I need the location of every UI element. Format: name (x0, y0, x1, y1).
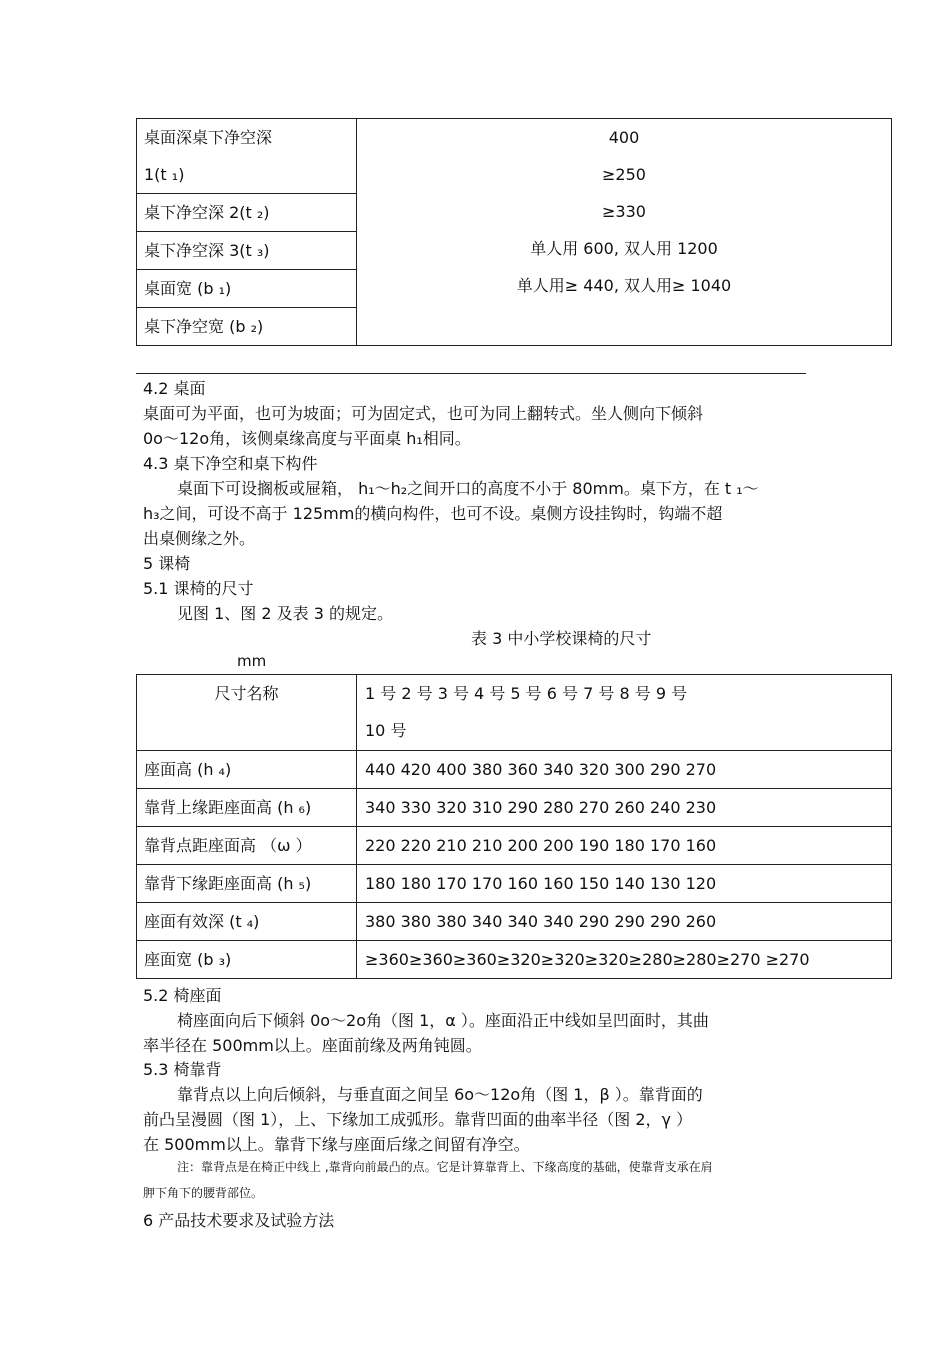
note-line: 注：靠背点是在椅正中线上 ,靠背向前最凸的点。它是计算靠背上、下缘高度的基础，使靠背支承在肩 (177, 1160, 713, 1174)
header-sizes: 1 号 2 号 3 号 4 号 5 号 6 号 7 号 8 号 9 号 (365, 684, 688, 703)
row-values: 220 220 210 210 200 200 190 180 170 160 (357, 827, 892, 865)
row-label: 靠背下缘距座面高 (h ₅) (137, 865, 357, 903)
table-row (137, 941, 892, 979)
row-values: 440 420 400 380 360 340 320 300 290 270 (357, 751, 892, 789)
paragraph-line: h₃之间，可设不高于 125mm的横向构件，也可不设。桌侧方设挂钩时，钩端不超 (143, 504, 723, 523)
table-row (137, 865, 892, 903)
chair-dimension-table (136, 674, 892, 979)
section-heading: 5.3 椅靠背 (143, 1060, 222, 1079)
paragraph-line: 椅座面向后下倾斜 0o～2o角（图 1，α ）。座面沿正中线如呈凹面时，其曲 (177, 1011, 709, 1030)
row-label: 桌面深桌下净空深 (144, 128, 273, 147)
row-label: 座面有效深 (t ₄) (137, 903, 357, 941)
desk-dimension-table (136, 118, 892, 346)
section-heading: 6 产品技术要求及试验方法 (143, 1211, 335, 1230)
row-label: 靠背上缘距座面高 (h ₆) (137, 789, 357, 827)
row-label: 桌下净空深 3(t ₃) (137, 232, 357, 270)
table-title: 表 3 中小学校课椅的尺寸 (471, 629, 652, 648)
row-values: ≥360≥360≥360≥320≥320≥320≥280≥280≥270 ≥270 (357, 941, 892, 979)
value: ≥330 (602, 202, 646, 221)
row-label: 座面宽 (b ₃) (137, 941, 357, 979)
value: 400 (608, 128, 640, 147)
paragraph-line: 在 500mm以上。靠背下缘与座面后缘之间留有净空。 (143, 1135, 530, 1154)
row-label: 桌面宽 (b ₁) (137, 270, 357, 308)
table-row (137, 903, 892, 941)
value: 单人用 600, 双人用 1200 (530, 239, 718, 258)
row-label: 1(t ₁) (144, 165, 185, 184)
row-values: 380 380 380 340 340 340 290 290 290 260 (357, 903, 892, 941)
section-heading: 4.3 桌下净空和桌下构件 (143, 454, 318, 473)
section-heading: 4.2 桌面 (143, 379, 206, 398)
paragraph-line: 0o～12o角，该侧桌缘高度与平面桌 h₁相同。 (143, 429, 471, 448)
table-row (137, 789, 892, 827)
value: ≥250 (602, 165, 646, 184)
paragraph-line: 桌面下可设搁板或屉箱， h₁～h₂之间开口的高度不小于 80mm。桌下方，在 t ₁～ (177, 479, 759, 498)
paragraph-line: 出桌侧缘之外。 (143, 529, 256, 548)
paragraph-line: 靠背点以上向后倾斜，与垂直面之间呈 6o～12o角（图 1，β ）。靠背面的 (177, 1085, 703, 1104)
unit-label: mm (237, 652, 267, 670)
paragraph-line: 桌面可为平面，也可为坡面；可为固定式，也可为同上翻转式。坐人侧向下倾斜 (143, 404, 704, 423)
row-values: 180 180 170 170 160 160 150 140 130 120 (357, 865, 892, 903)
row-label: 座面高 (h ₄) (137, 751, 357, 789)
header-sizes: 10 号 (365, 721, 407, 740)
row-values: 340 330 320 310 290 280 270 260 240 230 (357, 789, 892, 827)
row-label: 桌下净空宽 (b ₂) (137, 308, 357, 346)
table-cell (137, 119, 357, 194)
table-row (137, 751, 892, 789)
header-cell (357, 675, 892, 751)
row-label: 靠背点距座面高 （ω ） (137, 827, 357, 865)
divider (136, 373, 806, 374)
table-row (137, 827, 892, 865)
paragraph-line: 见图 1、图 2 及表 3 的规定。 (177, 604, 393, 623)
values-cell (357, 119, 892, 346)
section-heading: 5 课椅 (143, 554, 191, 573)
section-heading: 5.1 课椅的尺寸 (143, 579, 254, 598)
paragraph-line: 率半径在 500mm以上。座面前缘及两角钝圆。 (143, 1036, 482, 1055)
section-heading: 5.2 椅座面 (143, 986, 222, 1005)
row-label: 桌下净空深 2(t ₂) (137, 194, 357, 232)
header-label-cell (137, 675, 357, 751)
note-line: 胛下角下的腰背部位。 (143, 1186, 264, 1200)
paragraph-line: 前凸呈漫圆（图 1），上、下缘加工成弧形。靠背凹面的曲率半径（图 2，γ ） (143, 1110, 693, 1129)
header-label: 尺寸名称 (214, 684, 279, 703)
value: 单人用≥ 440, 双人用≥ 1040 (516, 276, 732, 295)
